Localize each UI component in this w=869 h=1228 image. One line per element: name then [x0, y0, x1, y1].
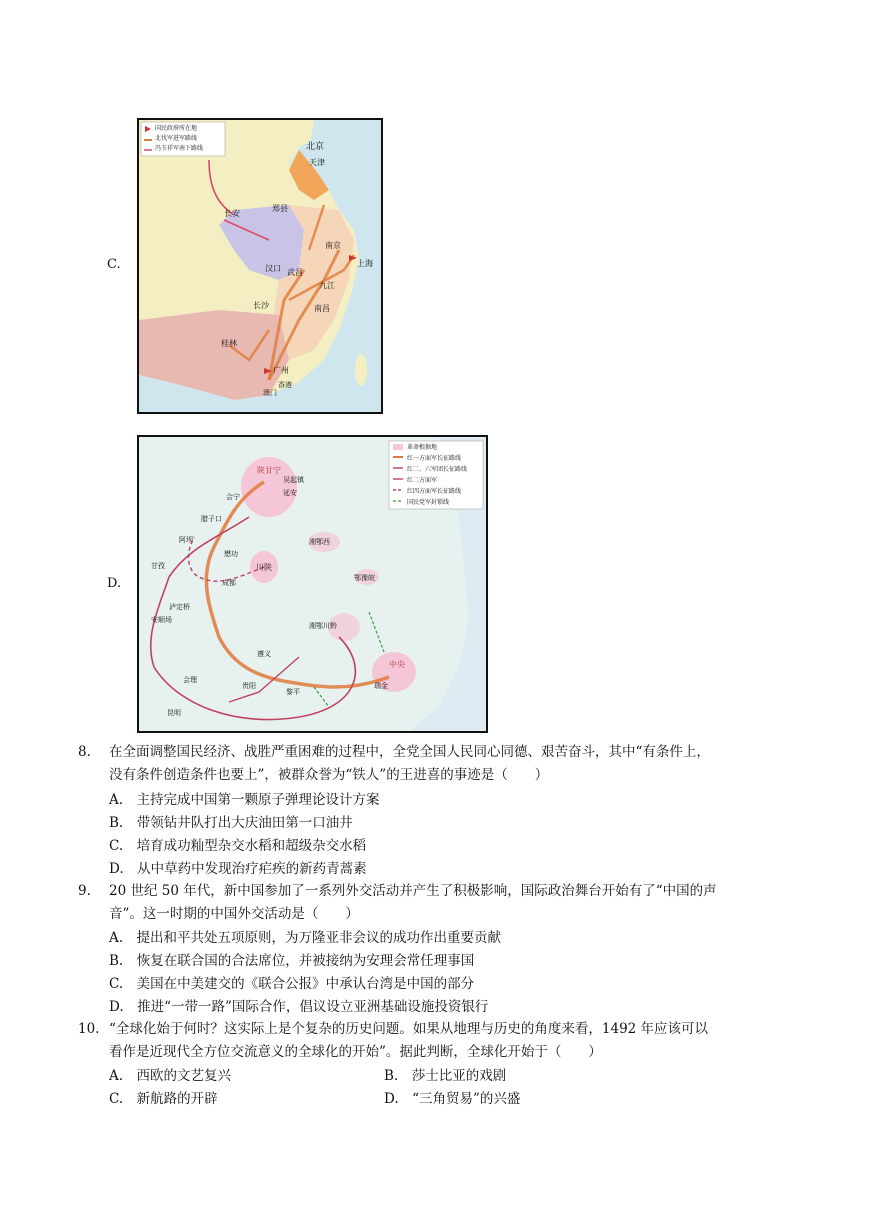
place-label: 安顺场 — [151, 616, 172, 624]
option-b: B. 带领钻井队打出大庆油田第一口油井 — [109, 815, 353, 831]
place-label: 湘鄂西 — [309, 538, 330, 546]
question-stem-line: 没有条件创造条件也要上”，被群众誉为“铁人”的王进喜的事迹是（ ） — [109, 767, 549, 783]
place-label: 鄂豫皖 — [354, 574, 375, 582]
place-label: 香港 — [278, 381, 292, 389]
question-number: 10. — [78, 1021, 100, 1037]
legend-label: 冯玉祥军南下路线 — [155, 145, 204, 152]
question-stem-line: 在全面调整国民经济、战胜严重困难的过程中，全党全国人民同心同德、艰苦奋斗，其中“有条件上， — [109, 744, 710, 760]
place-label: 陕甘宁 — [257, 466, 281, 475]
question-stem-line: 20 世纪 50 年代，新中国参加了一系列外交活动并产生了积极影响，国际政治舞台开始有了“中国的声 — [109, 883, 717, 899]
place-label: 澳门 — [263, 389, 277, 397]
option-a: A. 提出和平共处五项原则，为万隆亚非会议的成功作出重要贡献 — [109, 930, 502, 946]
place-label: 黎平 — [286, 688, 300, 696]
option-c: C. 新航路的开辟 — [109, 1091, 218, 1107]
question-10 — [78, 1018, 818, 1064]
place-label: 延安 — [283, 489, 297, 497]
place-label: 会理 — [183, 676, 197, 684]
legend-label: 红一方面军长征路线 — [407, 455, 462, 462]
place-label: 昆明 — [167, 709, 181, 717]
place-label: 南京 — [325, 241, 341, 250]
place-label: 北京 — [306, 142, 325, 152]
place-label: 瑞金 — [374, 682, 388, 690]
option-b: B. 恢复在联合国的合法席位，并被接纳为安理会常任理事国 — [109, 953, 475, 969]
option-d: D. 推进“一带一路”国际合作，倡议设立亚洲基础设施投资银行 — [109, 999, 489, 1015]
place-label: 腊子口 — [201, 515, 222, 523]
question-number: 9. — [78, 883, 91, 899]
place-label: 长安 — [224, 209, 240, 218]
place-label: 长沙 — [253, 301, 269, 310]
place-label: 汉口 — [265, 264, 281, 273]
legend-label: 革命根据地 — [407, 444, 438, 451]
place-label: 郑县 — [272, 204, 288, 213]
place-label: 天津 — [309, 158, 325, 167]
place-label: 吴起镇 — [283, 476, 304, 484]
place-label: 泸定桥 — [169, 603, 190, 611]
place-label: 广州 — [273, 366, 289, 375]
place-label: 中央 — [389, 660, 405, 669]
place-label: 湘鄂川黔 — [309, 622, 337, 630]
place-label: 桂林 — [221, 339, 237, 348]
place-label: 遵义 — [257, 650, 271, 658]
northern-expedition-map — [137, 118, 383, 414]
question-8 — [78, 741, 818, 787]
option-c: C. 美国在中美建交的《联合公报》中承认台湾是中国的部分 — [109, 976, 475, 992]
place-label: 贵阳 — [242, 682, 256, 690]
question-stem-line: “全球化始于何时？这实际上是个复杂的历史问题。如果从地理与历史的角度来看，1492 年应该可以 — [109, 1021, 709, 1037]
place-label: 九江 — [319, 281, 335, 290]
option-d: D. 从中草药中发现治疗疟疾的新药青蒿素 — [109, 861, 367, 877]
place-label: 成都 — [222, 579, 236, 587]
option-d: D. “三角贸易”的兴盛 — [384, 1091, 521, 1107]
place-label: 会宁 — [226, 493, 240, 501]
place-label: 上海 — [357, 259, 373, 268]
option-c-letter: C. — [107, 257, 121, 272]
option-a: A. 主持完成中国第一颗原子弹理论设计方案 — [109, 792, 380, 808]
place-label: 甘孜 — [151, 562, 165, 570]
legend-label: 国民党军封锁线 — [407, 499, 450, 506]
legend-label: 红四方面军长征路线 — [407, 488, 462, 495]
question-number: 8. — [78, 744, 91, 760]
place-label: 懋功 — [224, 550, 238, 558]
question-9 — [78, 880, 818, 926]
legend-label: 北伐军进军路线 — [155, 135, 198, 142]
legend-label: 红二、六军团长征路线 — [407, 466, 468, 473]
option-d-letter: D. — [107, 576, 122, 591]
option-c: C. 培育成功籼型杂交水稻和超级杂交水稻 — [109, 838, 367, 854]
place-label: 阿坝 — [179, 536, 193, 544]
place-label: 南昌 — [314, 304, 330, 313]
option-b: B. 莎士比亚的戏剧 — [384, 1068, 507, 1084]
option-a: A. 西欧的文艺复兴 — [109, 1068, 232, 1084]
legend-label: 国民政府所在地 — [155, 125, 198, 132]
question-stem-line: 看作是近现代全方位交流意义的全球化的开始”。据此判断，全球化开始于（ ） — [109, 1044, 602, 1060]
place-label: 川陕 — [256, 563, 272, 572]
long-march-map — [137, 435, 488, 733]
legend-label: 红二方面军 — [407, 477, 438, 484]
place-label: 武昌 — [287, 268, 303, 277]
question-stem-line: 音”。这一时期的中国外交活动是（ ） — [109, 906, 359, 922]
